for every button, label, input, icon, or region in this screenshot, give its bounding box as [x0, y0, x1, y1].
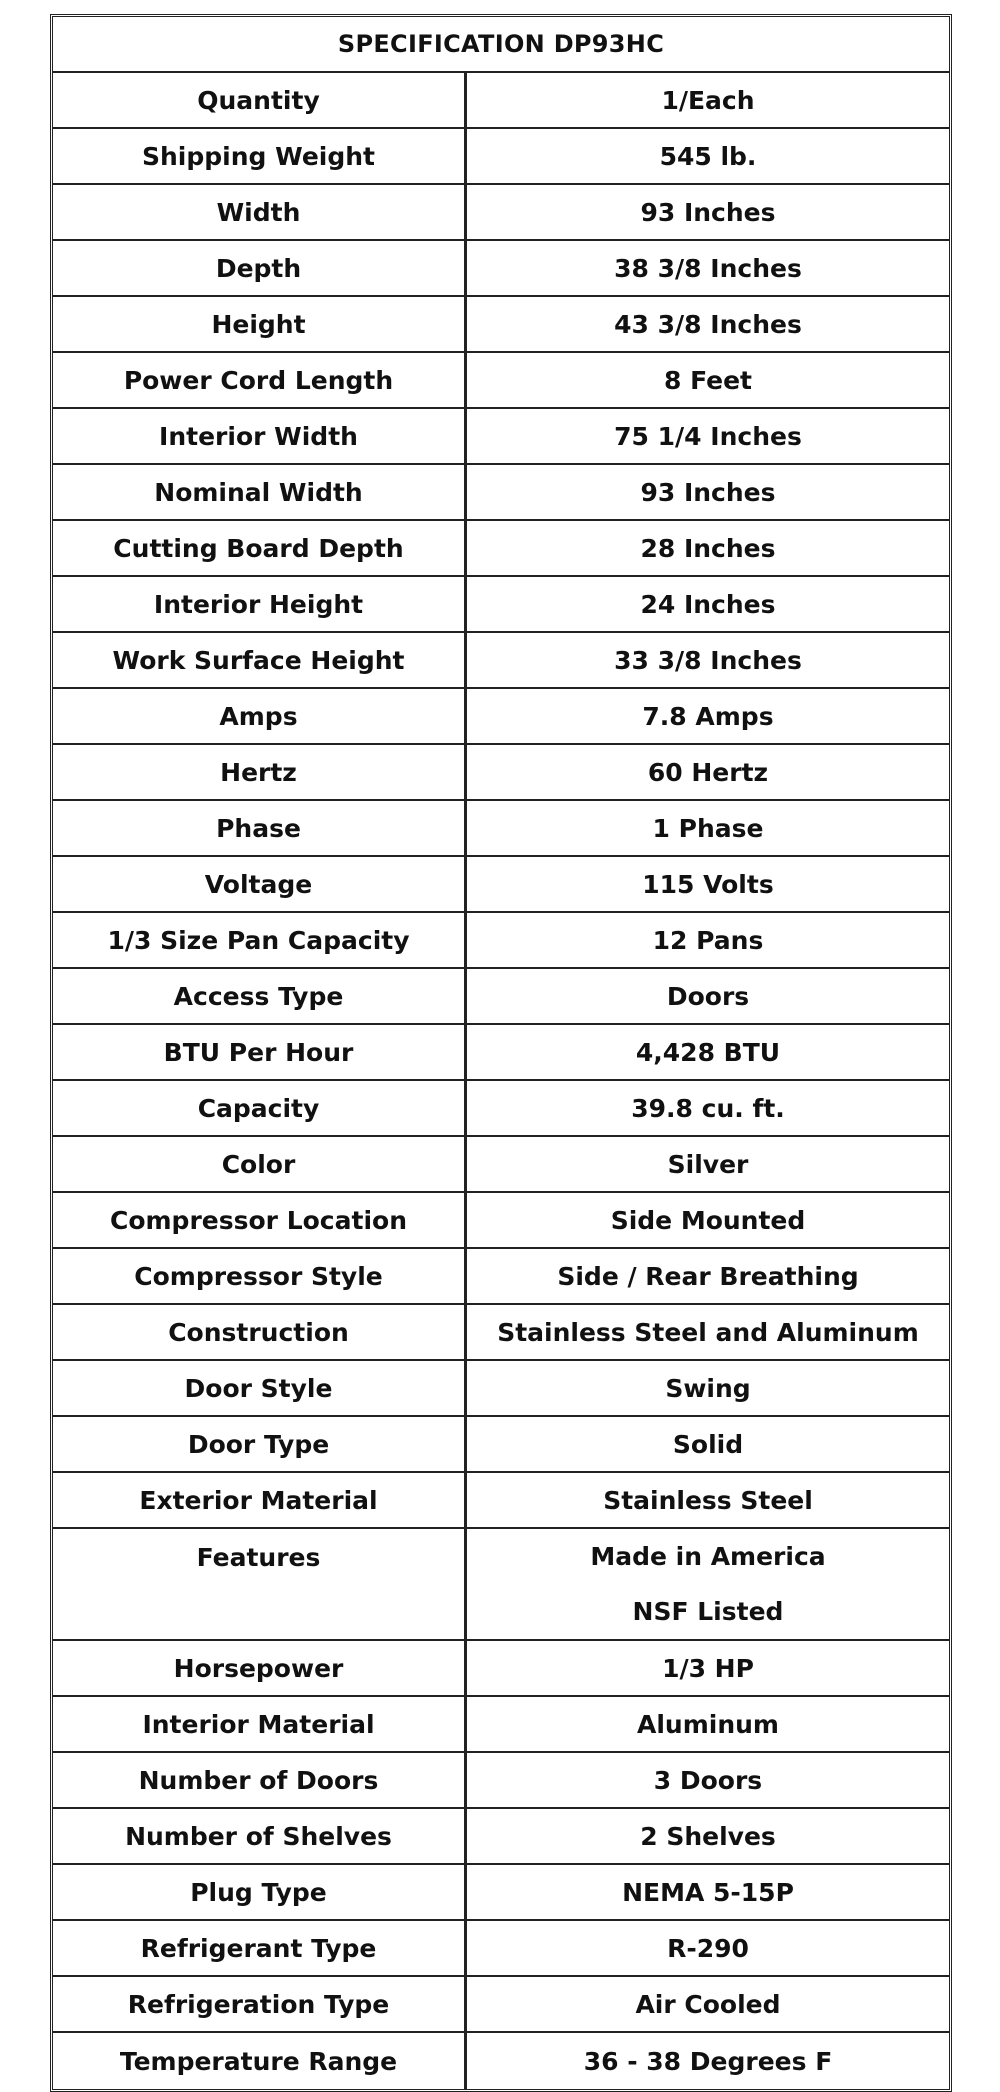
table-row: [53, 633, 949, 689]
table-row: [53, 1417, 949, 1473]
table-row: [53, 1081, 949, 1137]
spec-label: Refrigerant Type: [53, 1921, 467, 1975]
table-row: [53, 73, 949, 129]
spec-label: Height: [53, 297, 467, 351]
spec-label: Door Type: [53, 1417, 467, 1471]
table-row: [53, 857, 949, 913]
spec-label: Amps: [53, 689, 467, 743]
table-body: [53, 73, 949, 2089]
spec-value: 28 Inches: [640, 533, 776, 563]
spec-value: 545 lb.: [659, 141, 757, 171]
table-row: [53, 297, 949, 353]
spec-value: 60 Hertz: [647, 757, 769, 787]
table-row: [53, 1193, 949, 1249]
spec-label: Number of Shelves: [53, 1809, 467, 1863]
spec-value-list: [467, 1529, 949, 1639]
table-row: [53, 1305, 949, 1361]
table-row: [53, 241, 949, 297]
spec-value: Doors: [666, 981, 750, 1011]
table-row: [53, 1641, 949, 1697]
spec-label: 1/3 Size Pan Capacity: [53, 913, 467, 967]
table-row: [53, 577, 949, 633]
spec-value: Stainless Steel and Aluminum: [497, 1317, 919, 1347]
table-row: [53, 1753, 949, 1809]
spec-label: Voltage: [53, 857, 467, 911]
spec-value: 4,428 BTU: [635, 1037, 781, 1067]
spec-label: Interior Height: [53, 577, 467, 631]
spec-value: 12 Pans: [652, 925, 764, 955]
spec-label: Temperature Range: [53, 2033, 467, 2089]
table-row: [53, 129, 949, 185]
table-row: [53, 1473, 949, 1529]
table-row: [53, 521, 949, 577]
spec-label: Quantity: [53, 73, 467, 127]
spec-label: Work Surface Height: [53, 633, 467, 687]
spec-value: Solid: [672, 1429, 744, 1459]
spec-value: 1 Phase: [652, 813, 764, 843]
spec-value: 1/Each: [661, 85, 755, 115]
spec-value: 36 - 38 Degrees F: [583, 2046, 833, 2076]
spec-label: Construction: [53, 1305, 467, 1359]
spec-table: [50, 14, 952, 2092]
table-row: [53, 1977, 949, 2033]
spec-label: Power Cord Length: [53, 353, 467, 407]
spec-value: 93 Inches: [640, 197, 776, 227]
spec-value: Side Mounted: [610, 1205, 806, 1235]
spec-value-line: NSF Listed: [632, 1597, 784, 1626]
table-row: [53, 353, 949, 409]
spec-value: 1/3 HP: [662, 1653, 754, 1683]
table-row: [53, 1361, 949, 1417]
spec-value: Air Cooled: [635, 1989, 781, 2019]
spec-label: Interior Width: [53, 409, 467, 463]
spec-label: Number of Doors: [53, 1753, 467, 1807]
spec-value: 43 3/8 Inches: [614, 309, 802, 339]
spec-value: 115 Volts: [642, 869, 774, 899]
spec-label: Phase: [53, 801, 467, 855]
spec-label: Hertz: [53, 745, 467, 799]
table-row: [53, 1529, 949, 1641]
spec-value: 2 Shelves: [640, 1821, 776, 1851]
spec-label: Color: [53, 1137, 467, 1191]
spec-label: Compressor Style: [53, 1249, 467, 1303]
spec-label: Nominal Width: [53, 465, 467, 519]
table-row: [53, 1025, 949, 1081]
spec-value: 3 Doors: [653, 1765, 763, 1795]
spec-value: 39.8 cu. ft.: [631, 1093, 785, 1123]
table-row: [53, 1697, 949, 1753]
spec-value: 93 Inches: [640, 477, 776, 507]
spec-value: Silver: [667, 1149, 749, 1179]
spec-label: Width: [53, 185, 467, 239]
table-row: [53, 801, 949, 857]
spec-value: Stainless Steel: [603, 1485, 813, 1515]
spec-label: Exterior Material: [53, 1473, 467, 1527]
table-row: [53, 745, 949, 801]
spec-label: Cutting Board Depth: [53, 521, 467, 575]
table-row: [53, 185, 949, 241]
table-row: [53, 969, 949, 1025]
spec-value: Side / Rear Breathing: [557, 1261, 859, 1291]
spec-label: Features: [53, 1529, 467, 1639]
table-title: SPECIFICATION DP93HC: [53, 17, 949, 73]
spec-label: Plug Type: [53, 1865, 467, 1919]
table-row: [53, 1137, 949, 1193]
table-row: [53, 1921, 949, 1977]
table-row: [53, 689, 949, 745]
table-row: [53, 465, 949, 521]
spec-value: Aluminum: [637, 1709, 779, 1739]
spec-value: NEMA 5-15P: [622, 1877, 794, 1907]
spec-label: Depth: [53, 241, 467, 295]
table-row: [53, 1865, 949, 1921]
table-row: [53, 1809, 949, 1865]
spec-label: Compressor Location: [53, 1193, 467, 1247]
spec-label: BTU Per Hour: [53, 1025, 467, 1079]
spec-value: 33 3/8 Inches: [614, 645, 802, 675]
spec-value: 7.8 Amps: [642, 701, 774, 731]
spec-label: Refrigeration Type: [53, 1977, 467, 2031]
table-row: [53, 409, 949, 465]
table-row: [53, 2033, 949, 2089]
spec-label: Interior Material: [53, 1697, 467, 1751]
spec-value: 75 1/4 Inches: [614, 421, 802, 451]
spec-label: Horsepower: [53, 1641, 467, 1695]
spec-label: Access Type: [53, 969, 467, 1023]
spec-value: R-290: [667, 1933, 749, 1963]
spec-value: 24 Inches: [640, 589, 776, 619]
spec-value: 38 3/8 Inches: [614, 253, 802, 283]
spec-value-line: Made in America: [590, 1542, 826, 1571]
spec-label: Door Style: [53, 1361, 467, 1415]
spec-label: Capacity: [53, 1081, 467, 1135]
table-row: [53, 913, 949, 969]
spec-label: Shipping Weight: [53, 129, 467, 183]
spec-value: 8 Feet: [663, 365, 753, 395]
spec-value: Swing: [665, 1373, 751, 1403]
table-row: [53, 1249, 949, 1305]
